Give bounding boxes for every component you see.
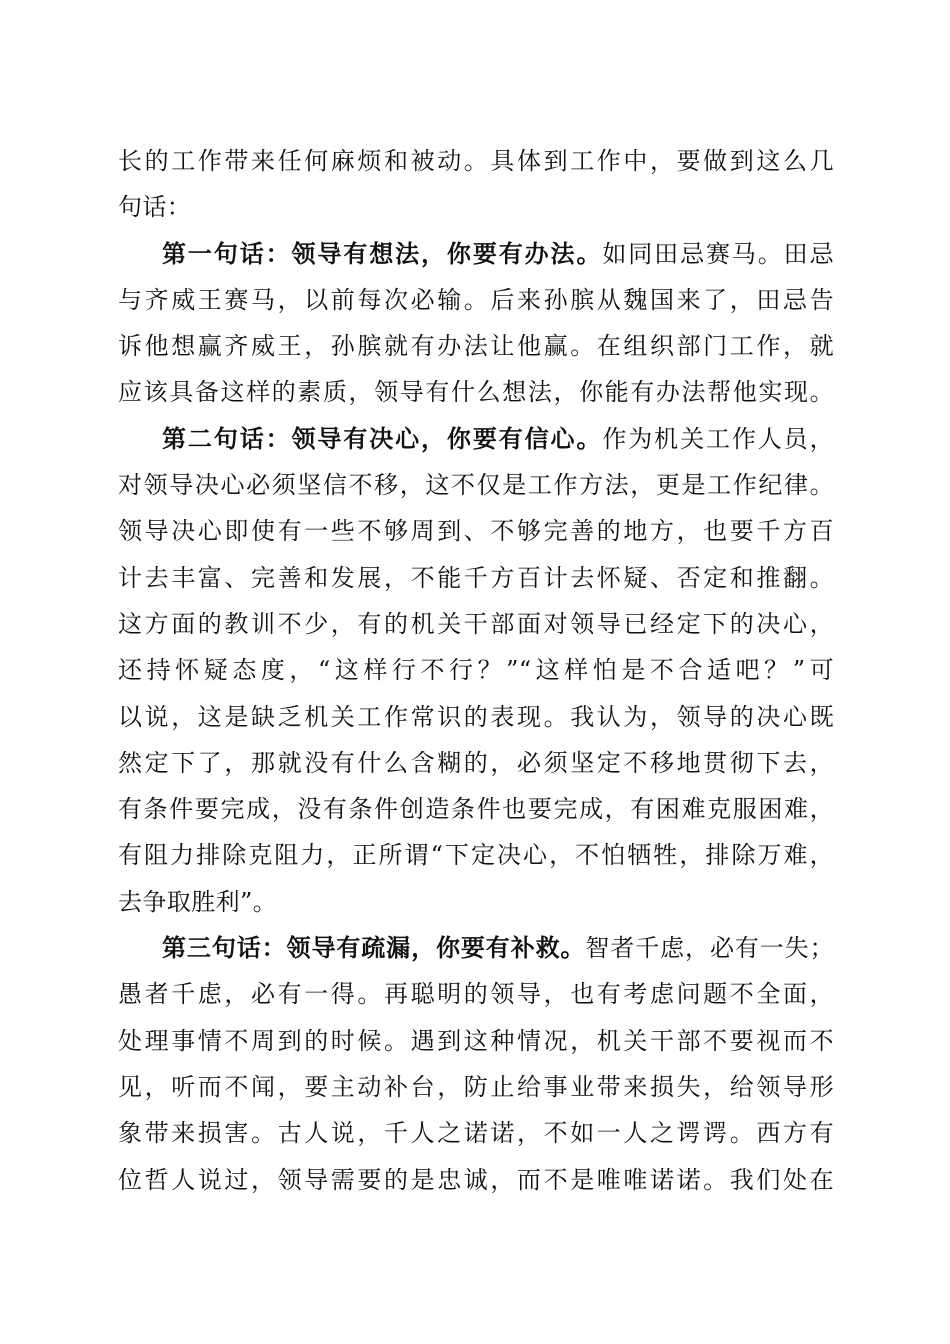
line-text: 智者千虑，必有一失； <box>585 934 834 963</box>
line-text: 作为机关工作人员， <box>602 424 834 453</box>
line-text: 见，听而不闻，要主动补台，防止给事业带来损失，给领导形 <box>118 1072 834 1101</box>
line-text: 有条件要完成，没有条件创造条件也要完成，有困难克服困难， <box>118 795 834 824</box>
text-line <box>118 462 834 508</box>
text-line <box>118 323 834 369</box>
text-line <box>118 416 834 462</box>
text-line <box>118 508 834 554</box>
line-text: 位哲人说过，领导需要的是忠诚，而不是唯唯诺诺。我们处在 <box>118 1165 834 1194</box>
line-text: 与齐威王赛马，以前每次必输。后来孙膑从魏国来了，田忌告 <box>118 285 834 314</box>
text-line <box>118 184 834 230</box>
text-line <box>118 1064 834 1110</box>
line-text: 处理事情不周到的时候。遇到这种情况，机关干部不要视而不 <box>118 1026 834 1055</box>
text-line <box>118 277 834 323</box>
text-line <box>118 1018 834 1064</box>
line-text: 去争取胜利”。 <box>118 887 278 916</box>
line-text: 这方面的教训不少，有的机关干部面对领导已经定下的决心， <box>118 609 834 638</box>
paragraph-heading: 第三句话：领导有疏漏，你要有补救。 <box>162 933 586 963</box>
line-text: 对领导决心必须坚信不移，这不仅是工作方法，更是工作纪律。 <box>118 471 834 500</box>
text-line <box>118 925 834 971</box>
line-text: 有阻力排除克阻力，正所谓“下定决心，不怕牺牲，排除万难， <box>118 841 834 870</box>
text-line <box>118 369 834 415</box>
line-text: 以说，这是缺乏机关工作常识的表现。我认为，领导的决心既 <box>118 702 834 731</box>
text-line <box>118 555 834 601</box>
paragraph-heading: 第二句话：领导有决心，你要有信心。 <box>162 423 603 453</box>
text-line <box>118 1110 834 1156</box>
text-line <box>118 832 834 878</box>
line-text: 应该具备这样的素质，领导有什么想法，你能有办法帮他实现。 <box>118 378 834 407</box>
text-line <box>118 740 834 786</box>
line-text: 然定下了，那就没有什么含糊的，必须坚定不移地贯彻下去， <box>118 748 834 777</box>
text-line <box>118 601 834 647</box>
text-line <box>118 231 834 277</box>
line-text: 愚者千虑，必有一得。再聪明的领导，也有考虑问题不全面， <box>118 980 834 1009</box>
line-text: 长的工作带来任何麻烦和被动。具体到工作中，要做到这么几 <box>118 147 834 175</box>
line-text: 计去丰富、完善和发展，不能千方百计去怀疑、否定和推翻。 <box>118 563 834 592</box>
line-text: 句话： <box>118 193 192 222</box>
line-text: 象带来损害。古人说，千人之诺诺，不如一人之谔谔。西方有 <box>118 1119 834 1148</box>
line-text: 如同田忌赛马。田忌 <box>602 239 834 268</box>
text-line <box>118 1157 834 1203</box>
text-line <box>118 786 834 832</box>
text-line <box>118 138 834 184</box>
line-text: 还持怀疑态度，“这样行不行？”“这样怕是不合适吧？”可 <box>118 656 834 685</box>
text-line <box>118 971 834 1017</box>
body-text <box>118 138 834 1203</box>
line-text: 领导决心即使有一些不够周到、不够完善的地方，也要千方百 <box>118 517 834 546</box>
line-text: 诉他想赢齐威王，孙膑就有办法让他赢。在组织部门工作，就 <box>118 332 834 361</box>
text-line <box>118 647 834 693</box>
text-line <box>118 694 834 740</box>
text-line <box>118 879 834 925</box>
paragraph-heading: 第一句话：领导有想法，你要有办法。 <box>162 238 603 268</box>
